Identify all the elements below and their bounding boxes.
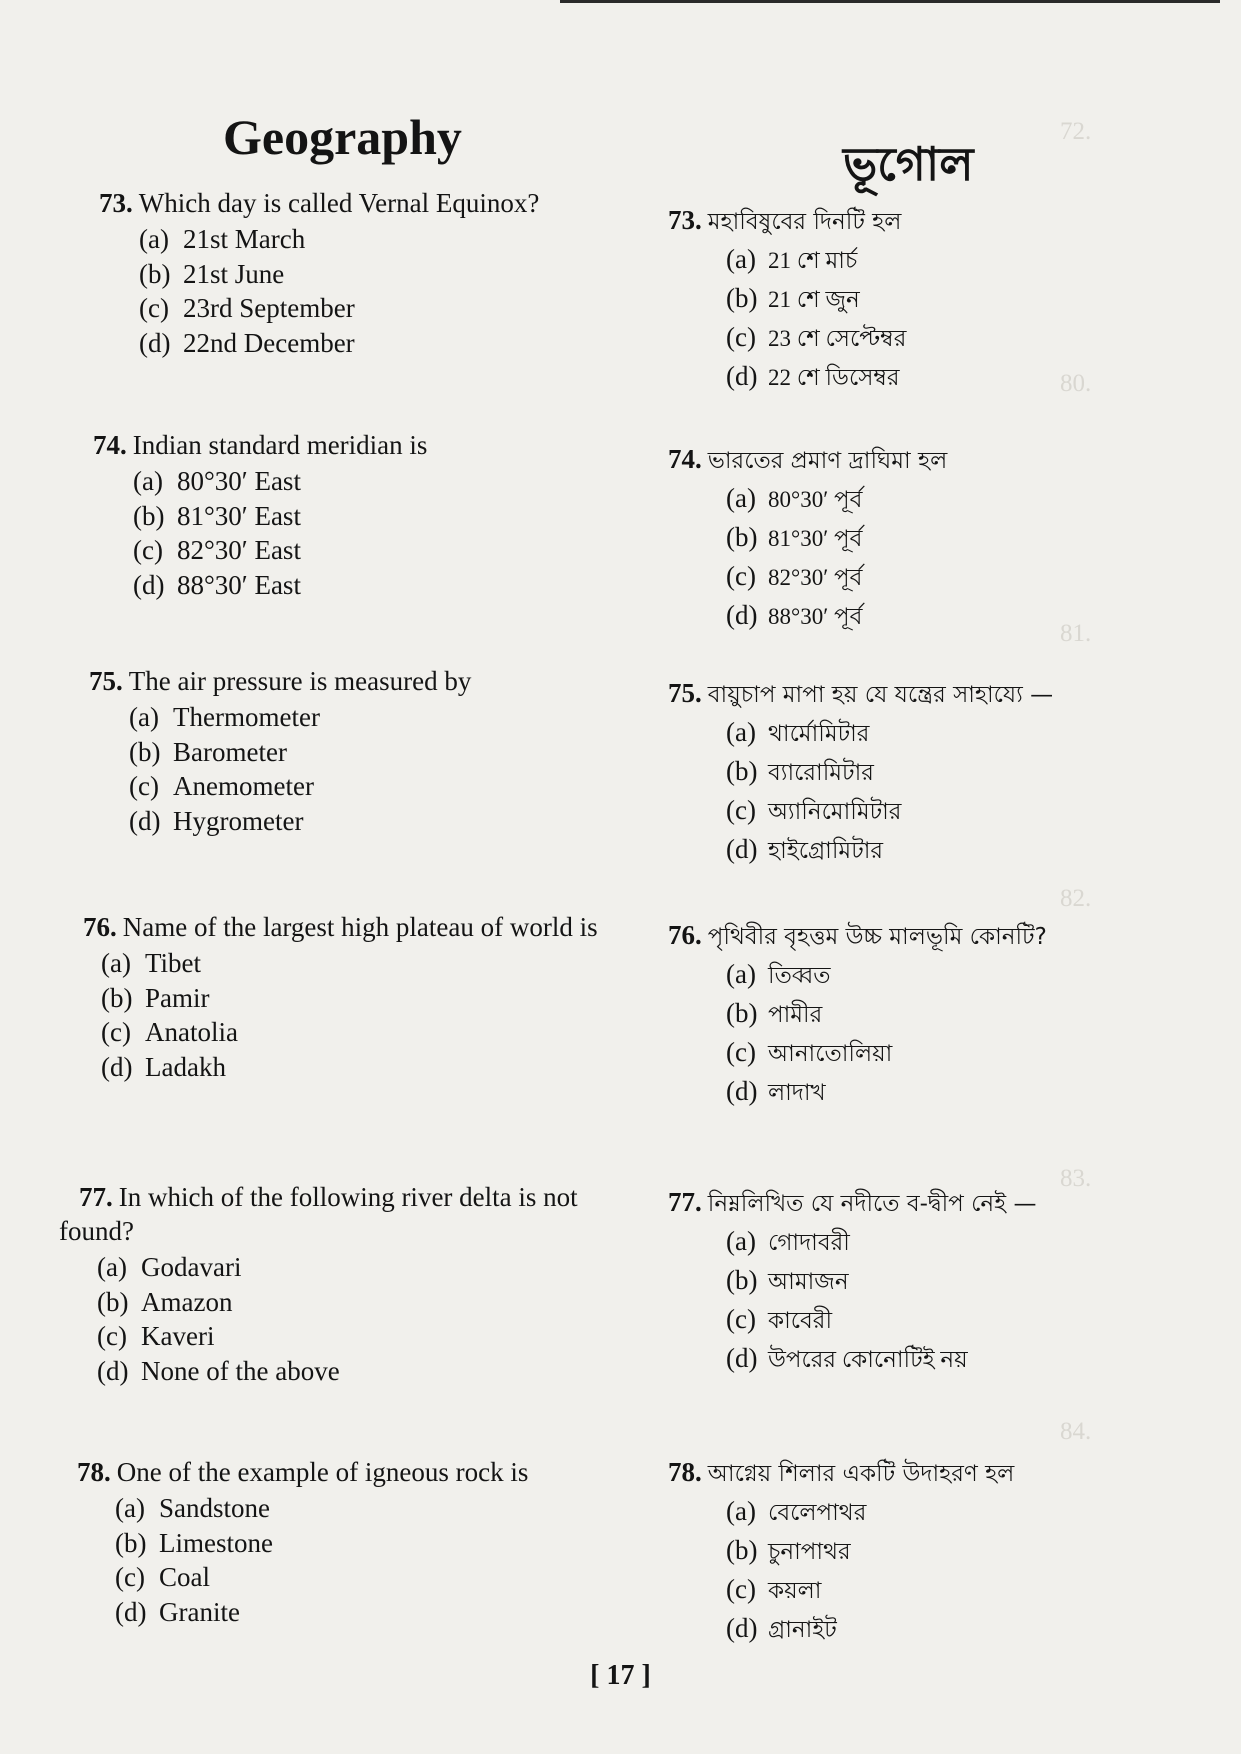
question-stem [668, 918, 1208, 954]
question-77-bn [668, 1185, 1208, 1379]
option-text: তিব্বত [768, 963, 831, 988]
option [726, 597, 1208, 636]
option-text: 21st March [183, 224, 306, 254]
option [115, 1560, 637, 1595]
option [726, 1532, 1208, 1571]
question-stem [63, 910, 608, 944]
question-75-bn [668, 676, 1208, 870]
option [101, 1015, 608, 1050]
option-label: (c) [726, 322, 756, 352]
option-list [668, 480, 1208, 636]
option-text: ব্যারোমিটার [768, 760, 874, 785]
question-78-bn [668, 1455, 1208, 1649]
option-label: (a) [97, 1252, 127, 1282]
option [726, 956, 1208, 995]
option [97, 1319, 604, 1354]
option-label: (b) [726, 283, 758, 313]
option [726, 241, 1208, 280]
question-73-bn [668, 203, 1208, 397]
option-list [99, 222, 659, 360]
option [726, 319, 1208, 358]
option-text: আমাজন [768, 1269, 849, 1294]
question-76-en [55, 910, 608, 1084]
option-text: Hygrometer [173, 805, 304, 836]
question-stem [668, 203, 1208, 239]
question-76-bn [668, 918, 1208, 1112]
option [726, 1301, 1208, 1340]
option-text: 22nd December [183, 327, 355, 358]
question-74-bn [668, 442, 1208, 636]
option [129, 700, 649, 735]
option-label: (b) [726, 756, 758, 786]
option-text: অ্যানিমোমিটার [768, 799, 902, 824]
option-text: None of the above [141, 1355, 340, 1386]
option [726, 792, 1208, 831]
option-label: (a) [129, 702, 159, 732]
option-label: (b) [139, 258, 171, 289]
option [115, 1595, 637, 1630]
option-label: (b) [133, 500, 165, 531]
question-number: 76. [83, 912, 117, 942]
option [101, 981, 608, 1016]
bleed-through-text: 84. [1060, 1418, 1092, 1445]
option-label: (d) [726, 600, 758, 630]
question-text: Name of the largest high plateau of world is [122, 912, 598, 942]
option [726, 480, 1208, 519]
option-text: Anatolia [145, 1017, 238, 1047]
question-stem [89, 664, 649, 698]
option-label: (d) [726, 1613, 758, 1643]
option-text: Limestone [159, 1527, 273, 1558]
question-number: 73. [668, 205, 702, 235]
option-text: 21 শে জুন [768, 287, 860, 312]
option-list [59, 1250, 604, 1388]
option-label: (d) [129, 805, 161, 836]
question-stem [668, 1455, 1208, 1491]
question-text: পৃথিবীর বৃহত্তম উচ্চ মালভূমি কোনটি? [707, 924, 1047, 950]
option [726, 280, 1208, 319]
question-text: আগ্নেয় শিলার একটি উদাহরণ হল [707, 1461, 1015, 1487]
question-stem [93, 428, 653, 462]
option [726, 714, 1208, 753]
option-label: (b) [726, 1265, 758, 1295]
question-number: 78. [668, 1457, 702, 1487]
option-label: (c) [726, 795, 756, 825]
question-number: 77. [79, 1182, 113, 1212]
option [726, 1223, 1208, 1262]
option [97, 1250, 604, 1285]
option-list [63, 946, 608, 1084]
option [726, 753, 1208, 792]
option [726, 1610, 1208, 1649]
option-text: Tibet [145, 948, 202, 978]
option-label: (a) [139, 224, 169, 254]
question-text: মহাবিষুবের দিনটি হল [707, 209, 902, 235]
option-label: (d) [101, 1051, 133, 1082]
option-list [89, 700, 649, 838]
option-text: কাবেরী [768, 1308, 833, 1333]
option-text: 82°30′ East [177, 535, 301, 565]
question-number: 74. [93, 430, 127, 460]
option-text: থার্মোমিটার [768, 721, 870, 746]
option-text: 81°30′ পূর্ব [768, 526, 863, 551]
option-list [668, 714, 1208, 870]
option [133, 568, 653, 603]
option [726, 1034, 1208, 1073]
option-label: (d) [726, 1343, 758, 1373]
option-label: (d) [726, 834, 758, 864]
option-label: (d) [726, 361, 758, 391]
question-number: 75. [668, 678, 702, 708]
option-label: (c) [129, 771, 159, 801]
question-number: 78. [77, 1457, 111, 1487]
option-text: Barometer [173, 736, 287, 767]
option-label: (d) [726, 1076, 758, 1106]
option [726, 558, 1208, 597]
option-text: পামীর [768, 1002, 823, 1027]
bleed-through-text: 83. [1060, 1165, 1092, 1192]
option-list [668, 956, 1208, 1112]
option [115, 1526, 637, 1561]
option-text: 88°30′ East [177, 569, 301, 600]
option-text: Amazon [141, 1286, 233, 1317]
option [139, 291, 659, 326]
option-list [668, 241, 1208, 397]
bengali-heading: ভূগোল [843, 137, 974, 191]
question-73-en [55, 186, 659, 360]
option-text: চুনাপাথর [768, 1539, 851, 1564]
top-rule [560, 0, 1220, 3]
option [139, 222, 659, 257]
option-text: গোদাবরী [768, 1230, 850, 1255]
option-text: 81°30′ East [177, 500, 301, 531]
question-text: One of the example of igneous rock is [116, 1457, 529, 1487]
option-list [93, 464, 653, 602]
option-label: (c) [726, 561, 756, 591]
option-label: (b) [97, 1286, 129, 1317]
question-stem [77, 1455, 637, 1489]
bleed-through-text: 82. [1060, 885, 1092, 912]
option [115, 1491, 637, 1526]
option [129, 769, 649, 804]
option-text: Pamir [145, 982, 210, 1013]
question-number: 77. [668, 1187, 702, 1217]
option-label: (d) [115, 1596, 147, 1627]
option-text: Thermometer [173, 702, 320, 732]
option-text: 23rd September [183, 293, 355, 323]
question-78-en [55, 1455, 637, 1629]
option-text: 22 শে ডিসেম্বর [768, 365, 900, 390]
question-text: Which day is called Vernal Equinox? [138, 188, 540, 218]
option [726, 1493, 1208, 1532]
option-label: (c) [133, 535, 163, 565]
option-label: (c) [726, 1037, 756, 1067]
option-text: বেলেপাথর [768, 1500, 867, 1525]
option-label: (c) [726, 1574, 756, 1604]
option [101, 946, 608, 981]
question-number: 74. [668, 444, 702, 474]
option-label: (c) [115, 1562, 145, 1592]
option-label: (a) [115, 1493, 145, 1523]
option-label: (a) [726, 483, 756, 513]
question-75-en [55, 664, 649, 838]
option-list [668, 1493, 1208, 1649]
option-text: 21 শে মার্চ [768, 248, 858, 273]
option [139, 326, 659, 361]
option-text: Godavari [141, 1252, 242, 1282]
option [726, 1340, 1208, 1379]
question-text: The air pressure is measured by [128, 666, 472, 696]
option-text: লাদাখ [768, 1080, 826, 1105]
option [726, 519, 1208, 558]
option-text: Granite [159, 1596, 240, 1627]
option-text: 80°30′ পূর্ব [768, 487, 863, 512]
option-list [668, 1223, 1208, 1379]
option [129, 804, 649, 839]
option-text: 88°30′ পূর্ব [768, 604, 863, 629]
bleed-through-text: 81. [1060, 620, 1092, 647]
option-text: হাইগ্রোমিটার [768, 838, 884, 863]
option-label: (d) [133, 569, 165, 600]
option [726, 995, 1208, 1034]
option [133, 499, 653, 534]
question-text: নিম্নলিখিত যে নদীতে ব-দ্বীপ নেই — [707, 1191, 1037, 1217]
option [129, 735, 649, 770]
option-label: (b) [726, 998, 758, 1028]
option-text: উপরের কোনোটিই নয় [768, 1347, 968, 1372]
option-text: গ্রানাইট [768, 1617, 837, 1642]
option-label: (b) [726, 522, 758, 552]
question-stem [668, 1185, 1208, 1221]
option-label: (a) [726, 244, 756, 274]
option-label: (b) [115, 1527, 147, 1558]
option-label: (a) [726, 959, 756, 989]
option-text: আনাতোলিয়া [768, 1041, 893, 1066]
option-label: (d) [97, 1355, 129, 1386]
option [726, 358, 1208, 397]
option-label: (b) [129, 736, 161, 767]
question-text: Indian standard meridian is [132, 430, 428, 460]
option-label: (c) [101, 1017, 131, 1047]
option-text: 80°30′ East [177, 466, 301, 496]
option-label: (c) [97, 1321, 127, 1351]
option-label: (c) [139, 293, 169, 323]
option [726, 1571, 1208, 1610]
question-text: ভারতের প্রমাণ দ্রাঘিমা হল [707, 448, 948, 474]
option-label: (d) [139, 327, 171, 358]
option-text: 21st June [183, 258, 285, 289]
option-text: 23 শে সেপ্টেম্বর [768, 326, 907, 351]
option-label: (a) [726, 1496, 756, 1526]
bleed-through-text: 80. [1060, 370, 1092, 397]
question-text: In which of the following river delta is not found? [59, 1182, 578, 1246]
question-77-en [55, 1180, 604, 1388]
option-label: (a) [101, 948, 131, 978]
option-text: Sandstone [159, 1493, 270, 1523]
option [97, 1285, 604, 1320]
option [726, 1073, 1208, 1112]
option-label: (a) [726, 717, 756, 747]
option [133, 533, 653, 568]
question-text: বায়ুচাপ মাপা হয় যে যন্ত্রের সাহায্যে — [707, 682, 1054, 708]
english-heading: Geography [223, 109, 462, 165]
question-number: 75. [89, 666, 123, 696]
option-text: Kaveri [141, 1321, 215, 1351]
question-number: 73. [99, 188, 133, 218]
option-label: (b) [726, 1535, 758, 1565]
option [726, 831, 1208, 870]
question-74-en [55, 428, 653, 602]
option-label: (a) [133, 466, 163, 496]
option [139, 257, 659, 292]
option-text: Coal [159, 1562, 210, 1592]
option-label: (c) [726, 1304, 756, 1334]
option-label: (a) [726, 1226, 756, 1256]
page-number: [ 17 ] [590, 1660, 651, 1691]
question-stem [668, 442, 1208, 478]
option-text: 82°30′ পূর্ব [768, 565, 863, 590]
option-label: (b) [101, 982, 133, 1013]
option [726, 1262, 1208, 1301]
question-number: 76. [668, 920, 702, 950]
question-stem [668, 676, 1208, 712]
option [133, 464, 653, 499]
option-text: Anemometer [173, 771, 314, 801]
option-text: কয়লা [768, 1578, 822, 1603]
question-stem [99, 186, 659, 220]
option [97, 1354, 604, 1389]
option [101, 1050, 608, 1085]
option-text: Ladakh [145, 1051, 226, 1082]
bleed-through-text: 72. [1060, 118, 1092, 145]
question-stem [59, 1180, 604, 1248]
option-list [77, 1491, 637, 1629]
